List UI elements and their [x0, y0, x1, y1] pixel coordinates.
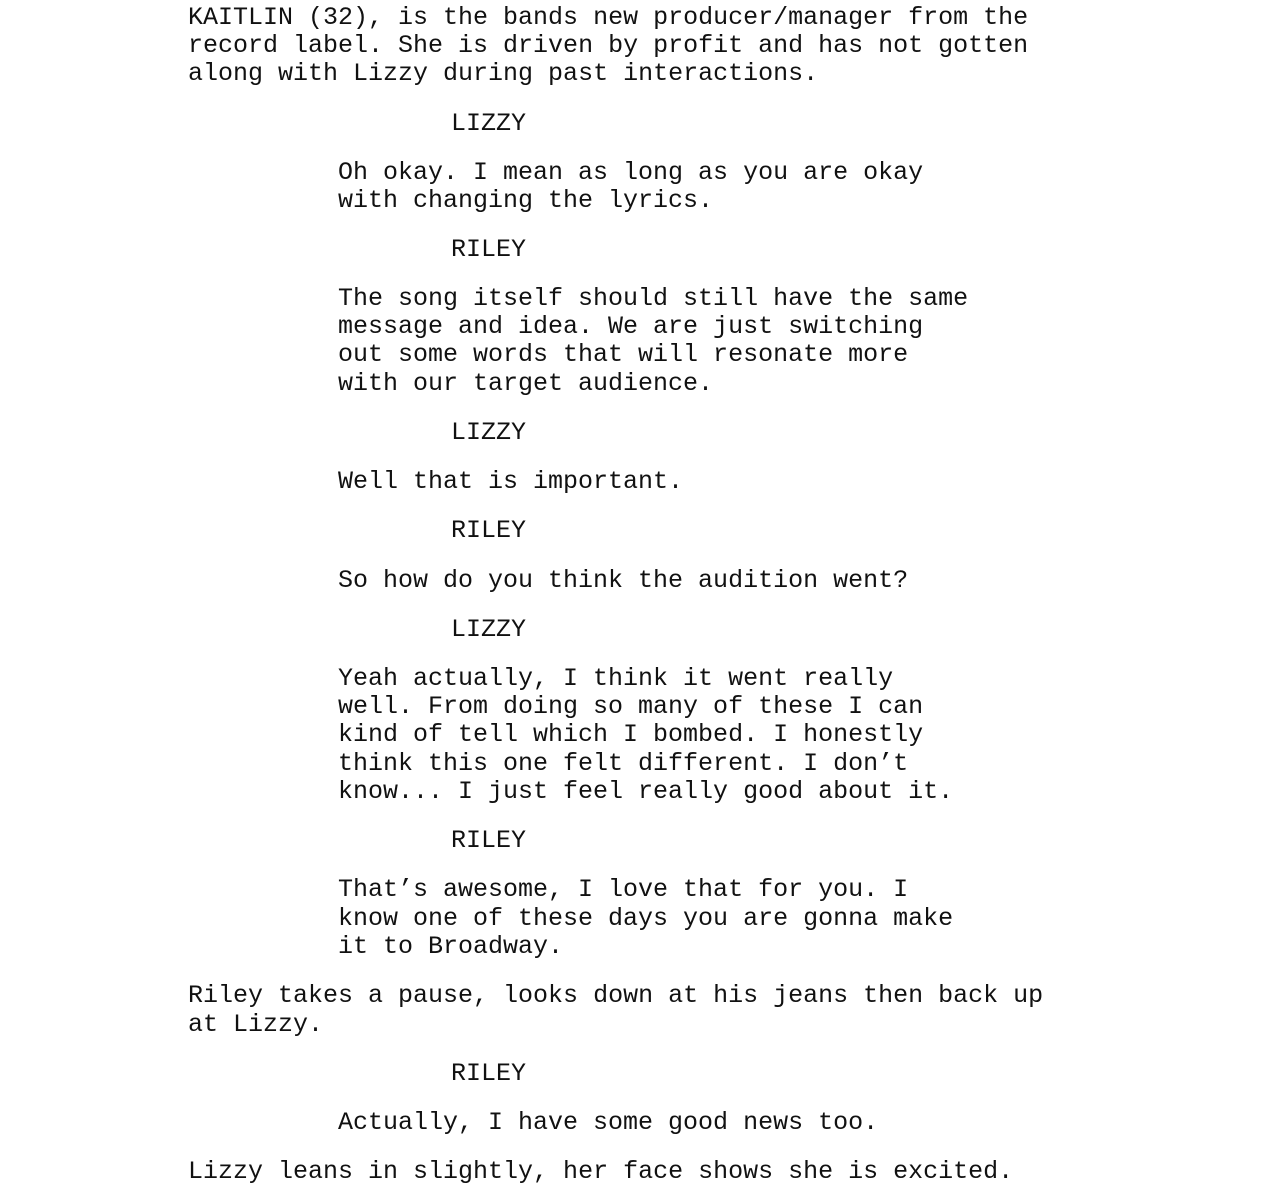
- dialogue-line: message and idea. We are just switching: [338, 312, 924, 341]
- character-name: RILEY: [451, 826, 527, 855]
- dialogue-line: Well that is important.: [338, 467, 684, 496]
- action-line: Riley takes a pause, looks down at his jeans then back up: [188, 981, 1044, 1010]
- dialogue-line: So how do you think the audition went?: [338, 566, 909, 595]
- action-line: along with Lizzy during past interactions.: [188, 59, 819, 88]
- dialogue-line: know... I just feel really good about it.: [338, 777, 954, 806]
- dialogue-line: Oh okay. I mean as long as you are okay: [338, 158, 924, 187]
- action-line: at Lizzy.: [188, 1010, 324, 1039]
- action-line: Lizzy leans in slightly, her face shows she is excited.: [188, 1157, 1014, 1186]
- dialogue-line: kind of tell which I bombed. I honestly: [338, 720, 924, 749]
- dialogue-line: with our target audience.: [338, 369, 714, 398]
- character-name: LIZZY: [451, 109, 527, 138]
- character-name: LIZZY: [451, 615, 527, 644]
- character-name: RILEY: [451, 516, 527, 545]
- dialogue-line: That’s awesome, I love that for you. I: [338, 875, 909, 904]
- action-line: KAITLIN (32), is the bands new producer/manager from the: [188, 3, 1029, 32]
- dialogue-line: out some words that will resonate more: [338, 340, 909, 369]
- dialogue-line: with changing the lyrics.: [338, 186, 714, 215]
- dialogue-line: know one of these days you are gonna make: [338, 904, 954, 933]
- dialogue-line: well. From doing so many of these I can: [338, 692, 924, 721]
- character-name: RILEY: [451, 1059, 527, 1088]
- character-name: RILEY: [451, 235, 527, 264]
- dialogue-line: Actually, I have some good news too.: [338, 1108, 879, 1137]
- dialogue-line: The song itself should still have the same: [338, 284, 969, 313]
- dialogue-line: think this one felt different. I don’t: [338, 749, 909, 778]
- dialogue-line: it to Broadway.: [338, 932, 564, 961]
- dialogue-line: Yeah actually, I think it went really: [338, 664, 894, 693]
- character-name: LIZZY: [451, 418, 527, 447]
- action-line: record label. She is driven by profit and has not gotten: [188, 31, 1029, 60]
